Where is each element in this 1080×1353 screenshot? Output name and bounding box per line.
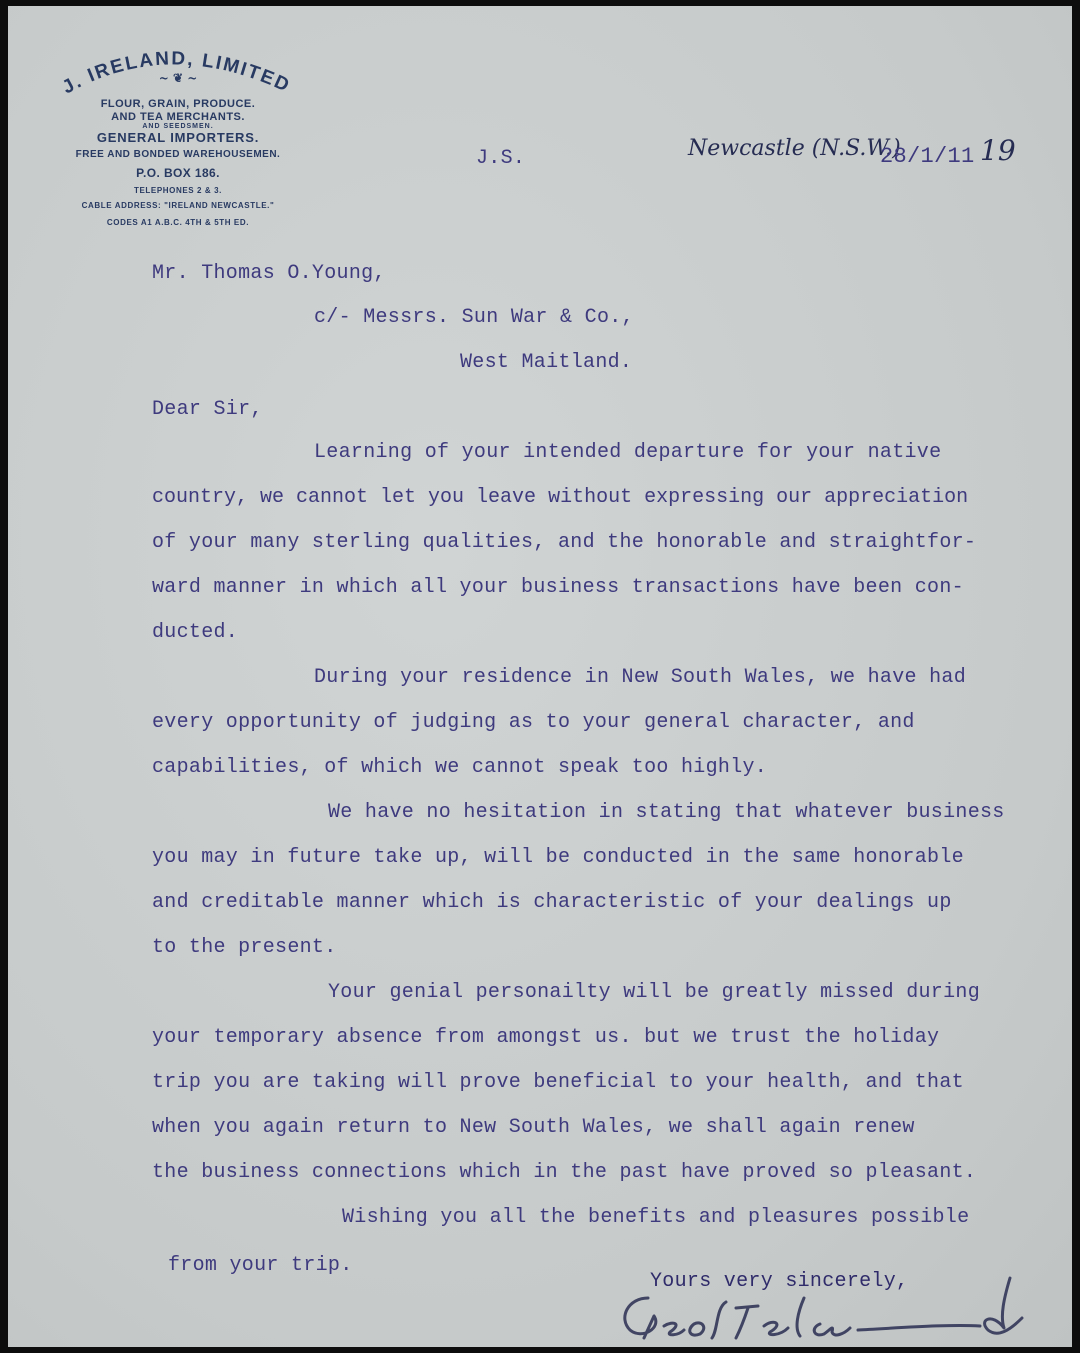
body-line: of your many sterling qualities, and the honorable and straightfor- xyxy=(152,531,977,554)
letterhead-line7: TELEPHONES 2 & 3. xyxy=(134,185,222,195)
letterhead-line6: P.O. BOX 186. xyxy=(136,165,220,180)
body-line: Wishing you all the benefits and pleasures possible xyxy=(342,1206,970,1229)
salutation: Dear Sir, xyxy=(152,398,263,421)
signature xyxy=(608,1268,1038,1348)
body-line: you may in future take up, will be conducted in the same honorable xyxy=(152,846,964,869)
letterhead-line9: CODES A1 A.B.C. 4TH & 5TH ED. xyxy=(106,217,250,227)
reference-initials: J.S. xyxy=(476,147,526,170)
body-line: ward manner in which all your business transactions have been con- xyxy=(152,576,964,599)
letterhead-line3: AND SEEDSMEN. xyxy=(142,123,214,131)
address-town: West Maitland. xyxy=(460,351,633,374)
closing: Yours very sincerely, xyxy=(650,1270,909,1293)
date-year-suffix: 19 xyxy=(980,134,1016,167)
place-of-writing: Newcastle (N.S.W.) xyxy=(688,136,901,161)
body-line: Your genial personailty will be greatly missed during xyxy=(328,981,981,1004)
address-name: Mr. Thomas O.Young, xyxy=(152,262,386,285)
letterhead-line4: GENERAL IMPORTERS. xyxy=(96,130,260,146)
address-care-of: c/- Messrs. Sun War & Co., xyxy=(314,306,634,329)
body-line: and creditable manner which is characteristic of your dealings up xyxy=(152,891,952,914)
body-line: to the present. xyxy=(152,936,337,959)
letterhead-line1: FLOUR, GRAIN, PRODUCE. xyxy=(100,98,256,110)
body-line: the business connections which in the past have proved so pleasant. xyxy=(152,1161,977,1184)
letterhead-line2: AND TEA MERCHANTS. xyxy=(111,110,245,123)
body-line: every opportunity of judging as to your general character, and xyxy=(152,711,915,734)
letter-page xyxy=(8,6,1072,1347)
body-line: country, we cannot let you leave without expressing our appreciation xyxy=(152,486,969,509)
body-line: ducted. xyxy=(152,621,239,644)
letter-date: 28/1/11 xyxy=(880,144,975,169)
body-line: from your trip. xyxy=(168,1254,353,1277)
ornament-icon: ~ ❦ ~ xyxy=(158,71,198,85)
body-line: capabilities, of which we cannot speak too highly. xyxy=(152,756,768,779)
body-line: During your residence in New South Wales, we have had xyxy=(314,666,967,689)
body-line: Learning of your intended departure for your native xyxy=(314,441,942,464)
body-line: when you again return to New South Wales, we shall again renew xyxy=(152,1116,915,1139)
body-line: We have no hesitation in stating that whatever business xyxy=(328,801,1005,824)
company-name: J. IRELAND, LIMITED xyxy=(58,48,294,98)
letterhead-line5: FREE AND BONDED WAREHOUSEMEN. xyxy=(75,149,281,161)
company-name-arc xyxy=(48,40,308,98)
body-line: trip you are taking will prove beneficial to your health, and that xyxy=(152,1071,964,1094)
body-line: your temporary absence from amongst us. but we trust the holiday xyxy=(152,1026,940,1049)
letterhead xyxy=(48,40,308,227)
letterhead-line8: CABLE ADDRESS: "IRELAND NEWCASTLE." xyxy=(81,200,275,210)
